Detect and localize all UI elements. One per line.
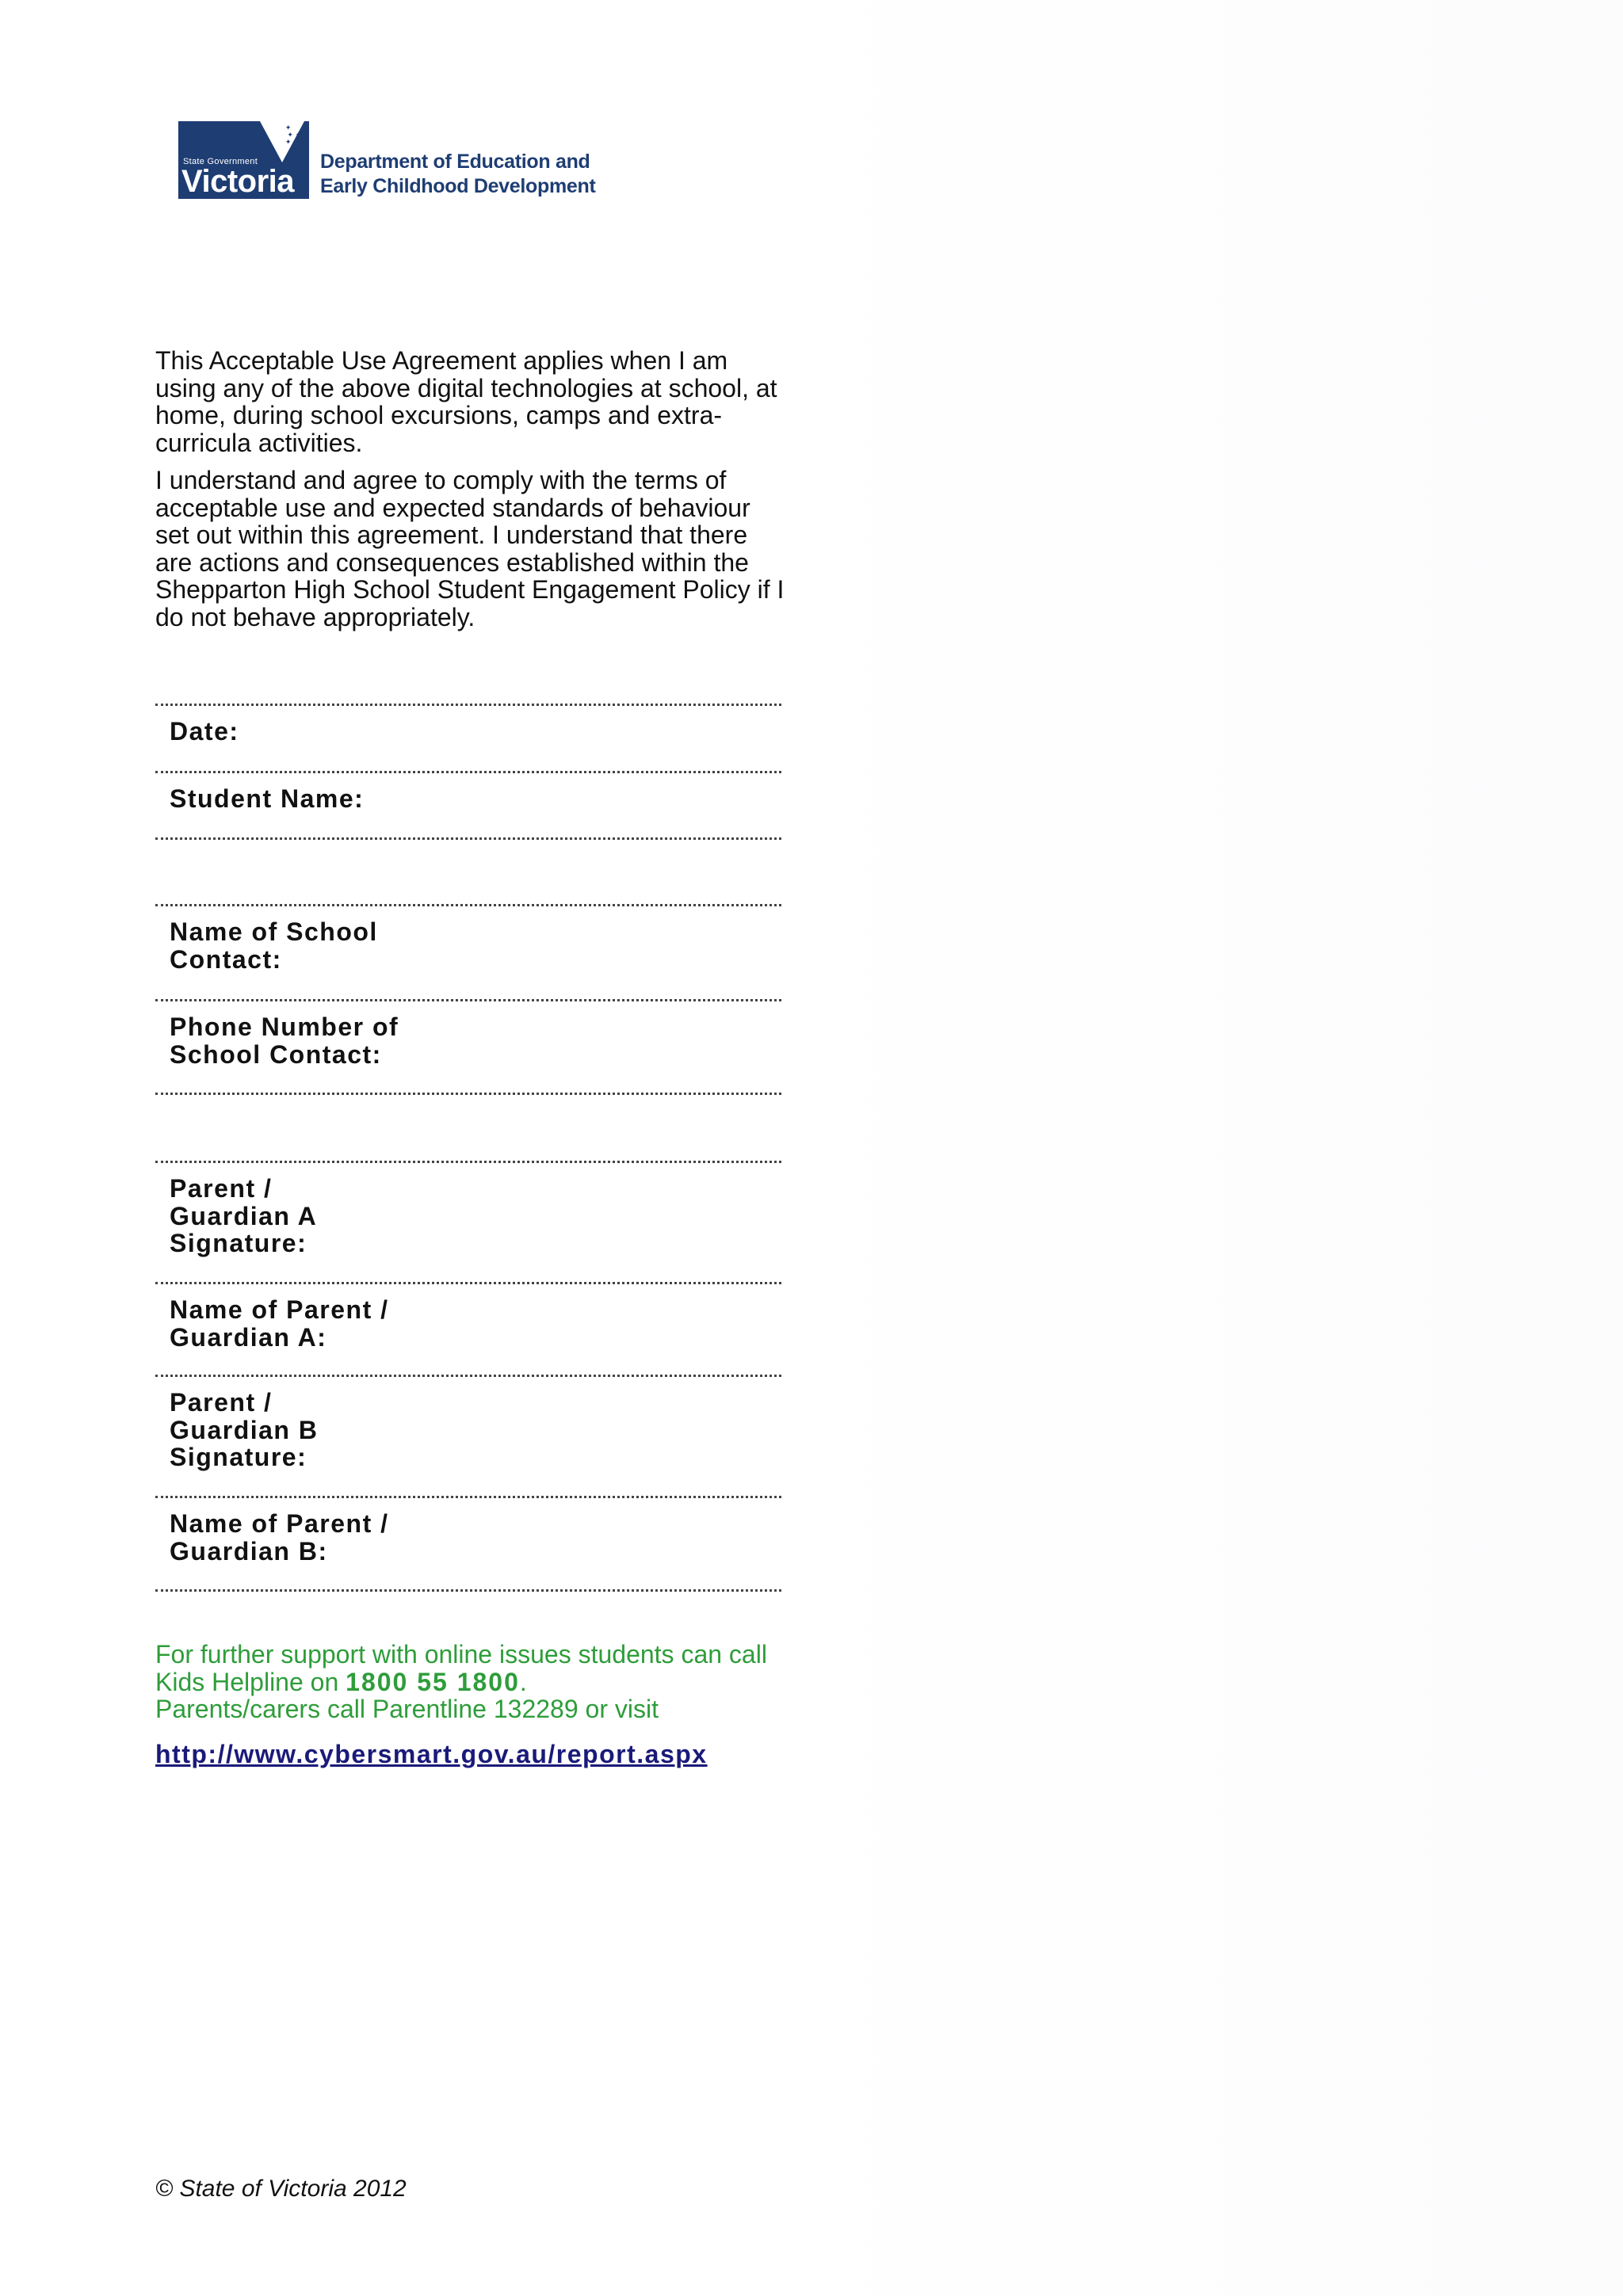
form-field-guardian-a-signature[interactable] xyxy=(155,1161,781,1282)
victoria-logo-mark xyxy=(178,121,309,199)
form-field-label: Phone Number of School Contact: xyxy=(170,1013,399,1069)
form-field-label: Date: xyxy=(170,717,239,746)
department-name xyxy=(320,150,596,199)
copyright-notice: © State of Victoria 2012 xyxy=(155,2176,407,2202)
cybersmart-report-link[interactable]: http://www.cybersmart.gov.au/report.aspx xyxy=(155,1740,708,1768)
southern-cross-icon: ✦ ✦ ✦ ✦ xyxy=(285,124,301,146)
form-field-school-contact[interactable] xyxy=(155,904,781,999)
form-field-blank[interactable] xyxy=(155,837,781,904)
form-field-label: Parent / Guardian A Signature: xyxy=(170,1174,317,1257)
support-info xyxy=(155,1641,805,1723)
form-field-label: Student Name: xyxy=(170,784,365,813)
form-field-guardian-a-name[interactable] xyxy=(155,1282,781,1375)
logo-victoria: Victoria xyxy=(181,164,294,199)
signature-form xyxy=(155,704,781,1592)
agreement-text xyxy=(155,347,785,641)
form-field-school-contact-phone[interactable] xyxy=(155,999,781,1093)
support-period: . xyxy=(519,1667,527,1696)
department-logo xyxy=(178,121,596,199)
form-field-date[interactable] xyxy=(155,704,781,771)
kids-helpline-number: 1800 55 1800 xyxy=(346,1667,520,1696)
form-field-guardian-b-name[interactable] xyxy=(155,1496,781,1589)
department-line-2: Early Childhood Development xyxy=(320,175,596,197)
form-field-label: Parent / Guardian B Signature: xyxy=(170,1388,319,1471)
form-field-guardian-b-signature[interactable] xyxy=(155,1375,781,1496)
logo-state-government: State Government xyxy=(183,157,258,166)
form-field-label: Name of School Contact: xyxy=(170,917,378,974)
agreement-paragraph-1: This Acceptable Use Agreement applies when I am using any of the above digital technologies at school, at home, during school excursions, camps and extra-curricula activities. xyxy=(155,346,777,457)
form-bottom-rule xyxy=(155,1589,781,1592)
department-line-1: Department of Education and xyxy=(320,151,590,173)
form-field-student-name[interactable] xyxy=(155,771,781,837)
support-line-1: For further support with online issues students can call Kids Helpline on xyxy=(155,1640,767,1696)
support-line-2: Parents/carers call Parentline 132289 or visit xyxy=(155,1695,659,1723)
form-field-label: Name of Parent / Guardian A: xyxy=(170,1295,389,1352)
agreement-paragraph-2: I understand and agree to comply with the terms of acceptable use and expected standards of behaviour set out within this agreement. I understand that there are actions and consequences established within the Shepparton High School Student Engagement Policy if I do not behave appropriately. xyxy=(155,466,785,631)
form-field-blank[interactable] xyxy=(155,1093,781,1161)
form-field-label: Name of Parent / Guardian B: xyxy=(170,1509,389,1566)
